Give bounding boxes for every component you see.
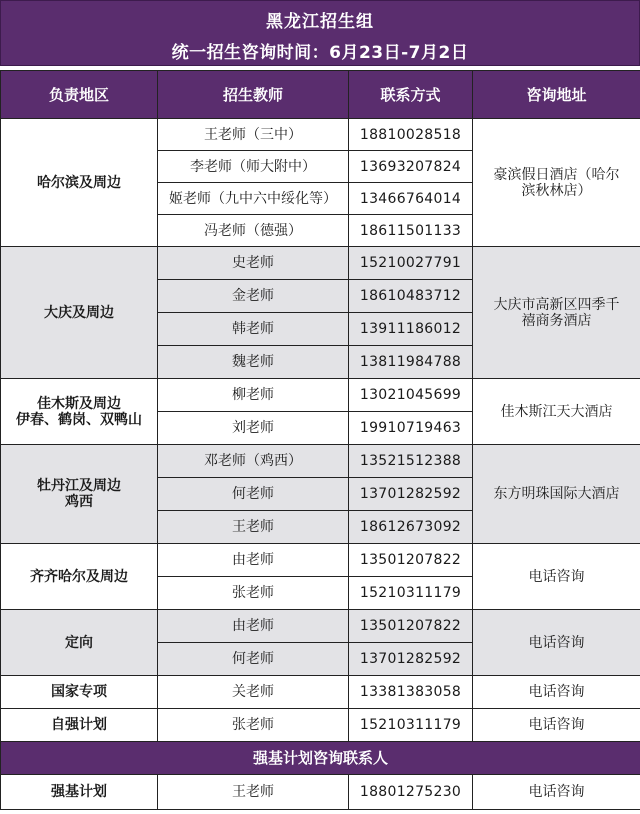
table-header-row	[1, 71, 640, 119]
table-row	[1, 676, 640, 709]
phone-cell: 13701282592	[349, 643, 473, 676]
region-line: 伊春、鹤岗、双鸭山	[16, 411, 142, 428]
table-row	[1, 775, 640, 810]
teacher-cell: 关老师	[158, 676, 349, 709]
teacher-cell: 姬老师（九中六中绥化等）	[158, 183, 349, 215]
phone-cell: 13501207822	[349, 610, 473, 643]
address-cell: 东方明珠国际大酒店	[473, 445, 640, 544]
region-cell: 自强计划	[1, 709, 158, 742]
address-cell: 电话咨询	[473, 676, 640, 709]
phone-cell: 13021045699	[349, 379, 473, 412]
region-cell: 哈尔滨及周边	[1, 119, 158, 247]
teacher-cell: 何老师	[158, 478, 349, 511]
poster-subtitle: 统一招生咨询时间：6月23日-7月2日	[171, 43, 469, 63]
table-row	[1, 119, 640, 151]
teacher-cell: 张老师	[158, 577, 349, 610]
address-cell: 大庆市高新区四季千禧商务酒店	[473, 247, 640, 379]
phone-cell: 13911186012	[349, 313, 473, 346]
teacher-cell: 韩老师	[158, 313, 349, 346]
teacher-cell: 刘老师	[158, 412, 349, 445]
teacher-cell: 王老师	[158, 511, 349, 544]
teacher-cell: 何老师	[158, 643, 349, 676]
phone-cell: 13466764014	[349, 183, 473, 215]
phone-cell: 19910719463	[349, 412, 473, 445]
teacher-cell: 金老师	[158, 280, 349, 313]
phone-cell: 15210311179	[349, 577, 473, 610]
teacher-cell: 柳老师	[158, 379, 349, 412]
region-cell: 齐齐哈尔及周边	[1, 544, 158, 610]
table-row	[1, 247, 640, 280]
qiangji-header: 强基计划咨询联系人	[1, 742, 640, 775]
region-line: 鸡西	[65, 494, 93, 510]
teacher-cell: 魏老师	[158, 346, 349, 379]
col-header-contact: 联系方式	[349, 71, 473, 119]
table-row	[1, 445, 640, 478]
col-header-region: 负责地区	[1, 71, 158, 119]
teacher-cell: 由老师	[158, 544, 349, 577]
address-cell: 佳木斯江天大酒店	[473, 379, 640, 445]
region-cell: 强基计划	[1, 775, 158, 810]
table-row	[1, 709, 640, 742]
phone-cell: 18611501133	[349, 215, 473, 247]
phone-cell: 18810028518	[349, 119, 473, 151]
teacher-cell: 王老师	[158, 775, 349, 810]
col-header-teacher: 招生教师	[158, 71, 349, 119]
region-cell: 定向	[1, 610, 158, 676]
region-cell: 国家专项	[1, 676, 158, 709]
phone-cell: 15210311179	[349, 709, 473, 742]
phone-cell: 18610483712	[349, 280, 473, 313]
phone-cell: 13381383058	[349, 676, 473, 709]
phone-cell: 15210027791	[349, 247, 473, 280]
region-line: 佳木斯及周边	[37, 395, 121, 412]
phone-cell: 13701282592	[349, 478, 473, 511]
teacher-cell: 李老师（师大附中）	[158, 151, 349, 183]
table-row	[1, 544, 640, 577]
teacher-cell: 由老师	[158, 610, 349, 643]
title-banner	[0, 0, 640, 66]
region-cell	[1, 379, 158, 445]
phone-cell: 18801275230	[349, 775, 473, 810]
phone-cell: 13693207824	[349, 151, 473, 183]
address-cell: 电话咨询	[473, 610, 640, 676]
address-cell: 电话咨询	[473, 544, 640, 610]
teacher-cell: 史老师	[158, 247, 349, 280]
contact-table	[0, 70, 640, 810]
table-row	[1, 610, 640, 643]
phone-cell: 13521512388	[349, 445, 473, 478]
address-cell: 豪滨假日酒店（哈尔滨秋林店）	[473, 119, 640, 247]
address-cell: 电话咨询	[473, 775, 640, 810]
poster-title: 黑龙江招生组	[266, 12, 374, 32]
teacher-cell: 张老师	[158, 709, 349, 742]
col-header-address: 咨询地址	[473, 71, 640, 119]
region-cell	[1, 445, 158, 544]
qiangji-header-row	[1, 742, 640, 775]
table-row	[1, 379, 640, 412]
teacher-cell: 王老师（三中）	[158, 119, 349, 151]
region-line: 牡丹江及周边	[37, 478, 121, 494]
phone-cell: 13501207822	[349, 544, 473, 577]
phone-cell: 13811984788	[349, 346, 473, 379]
teacher-cell: 邓老师（鸡西）	[158, 445, 349, 478]
address-cell: 电话咨询	[473, 709, 640, 742]
region-cell: 大庆及周边	[1, 247, 158, 379]
teacher-cell: 冯老师（德强）	[158, 215, 349, 247]
phone-cell: 18612673092	[349, 511, 473, 544]
